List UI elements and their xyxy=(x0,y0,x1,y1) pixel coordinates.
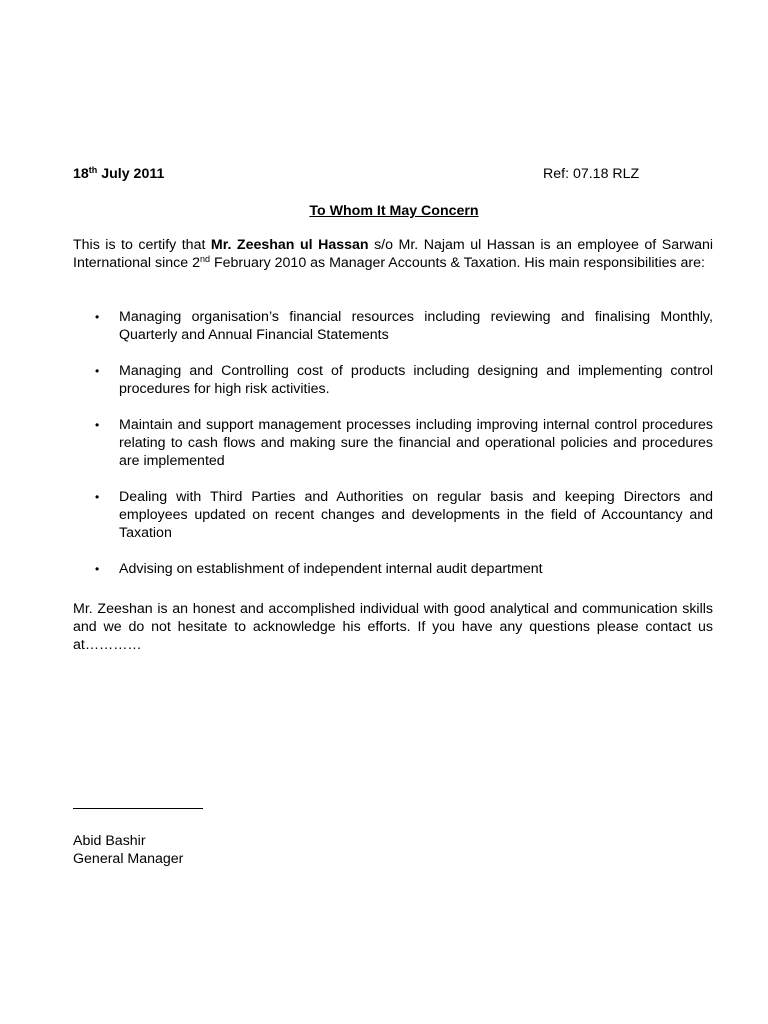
responsibilities-list xyxy=(73,308,713,596)
intro-date-suffix: nd xyxy=(199,254,210,264)
list-item xyxy=(73,362,713,398)
closing-paragraph: Mr. Zeeshan is an honest and accomplished individual with good analytical and communication skills and we do not hesitate to acknowledge his efforts. If you have any questions please contact us at………… xyxy=(73,601,713,653)
responsibility-text: Maintain and support management processes including improving internal control procedures relating to cash flows and making sure the financial and operational policies and procedures are implemented xyxy=(119,417,713,469)
employee-name: Mr. Zeeshan ul Hassan xyxy=(210,237,369,253)
responsibility-text: Dealing with Third Parties and Authorities on regular basis and keeping Directors and employees updated on recent changes and developments in the field of Accountancy and Taxation xyxy=(119,489,713,541)
bullet-icon: • xyxy=(95,418,100,432)
signer-block xyxy=(73,832,183,868)
date-suffix: th xyxy=(88,165,98,175)
intro-part-2: s/o Mr. Najam ul Hassan is an employee of Sarwani International since 2 xyxy=(73,237,713,271)
letter-date xyxy=(73,165,164,183)
intro-paragraph xyxy=(73,236,713,272)
responsibility-text: Managing and Controlling cost of products including designing and implementing control procedures for high risk activities. xyxy=(119,363,713,397)
bullet-icon: • xyxy=(95,364,100,378)
intro-part-3: February 2010 as Manager Accounts & Taxation. His main responsibilities are: xyxy=(210,255,705,271)
subject-text: To Whom It May Concern xyxy=(309,203,479,219)
letter-subject xyxy=(0,202,768,220)
signer-name: Abid Bashir xyxy=(73,833,146,849)
bullet-icon: • xyxy=(95,310,100,324)
list-item xyxy=(73,560,713,578)
list-item xyxy=(73,416,713,470)
responsibility-text: Advising on establishment of independent internal audit department xyxy=(119,561,543,577)
reference-number: Ref: 07.18 RLZ xyxy=(543,166,640,182)
date-month-year: July 2011 xyxy=(97,166,165,182)
bullet-icon: • xyxy=(95,490,100,504)
date-day: 18 xyxy=(73,166,89,182)
list-item xyxy=(73,308,713,344)
bullet-icon: • xyxy=(95,562,100,576)
responsibility-text: Managing organisation’s financial resources including reviewing and finalising Monthly, Quarterly and Annual Financial Statements xyxy=(119,309,713,343)
list-item xyxy=(73,488,713,542)
signature-line xyxy=(73,808,203,809)
intro-part-1: This is to certify that xyxy=(73,237,211,253)
signer-title: General Manager xyxy=(73,851,184,867)
